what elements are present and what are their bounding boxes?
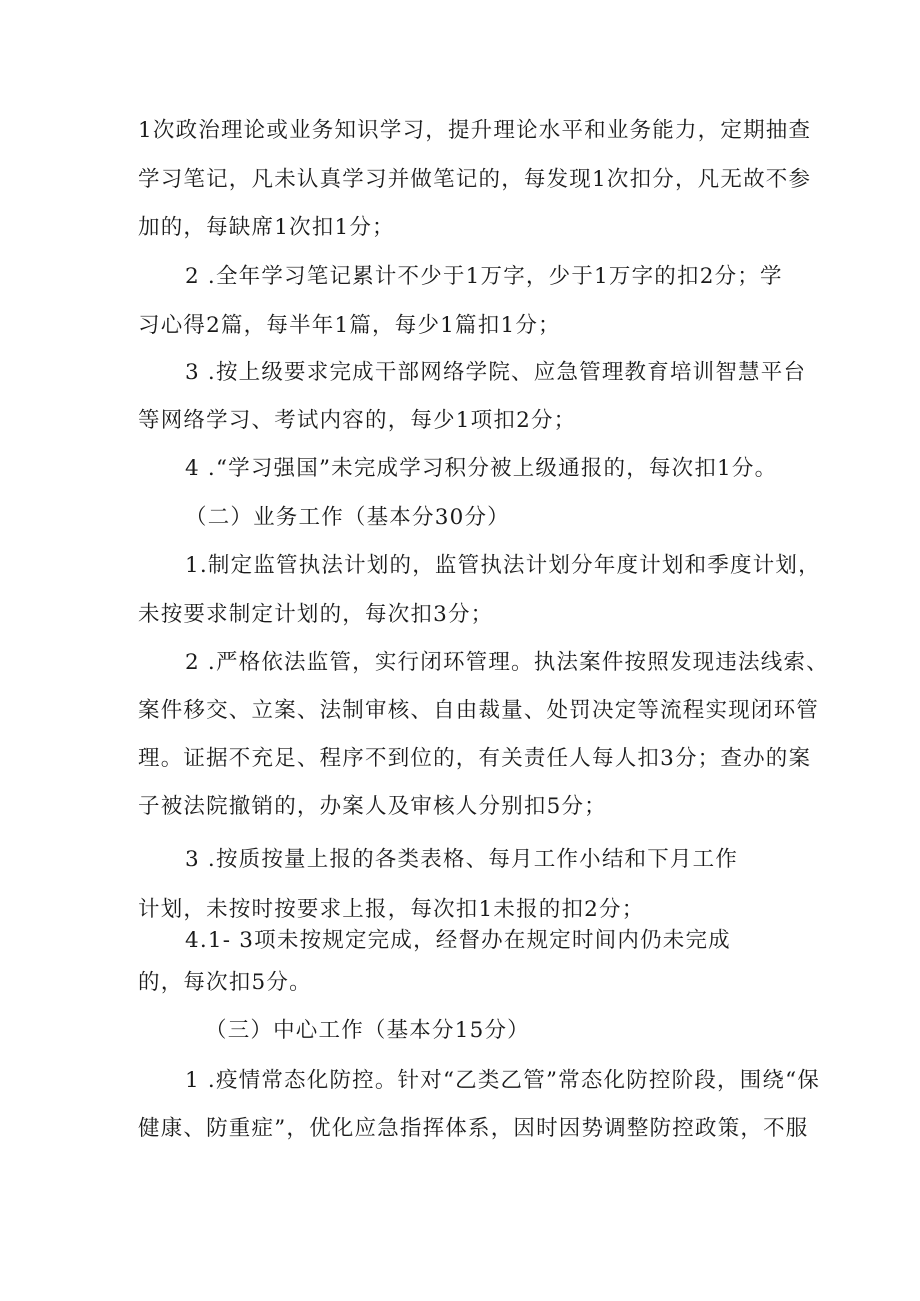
paragraph-line: 1.制定监管执法计划的，监管执法计划分年度计划和季度计划， <box>185 553 821 578</box>
section-heading: （三）中心工作（基本分15分） <box>205 1018 530 1043</box>
paragraph-line: 2 .全年学习笔记累计不少于1万字，少于1万字的扣2分；学 <box>185 264 783 289</box>
paragraph-line: 2 .严格依法监管，实行闭环管理。执法案件按照发现违法线索、 <box>185 650 829 675</box>
paragraph-line: 的，每次扣5分。 <box>138 970 312 995</box>
paragraph-line: 1次政治理论或业务知识学习，提升理论水平和业务能力，定期抽查 <box>138 118 812 143</box>
paragraph-line: 未按要求制定计划的，每次扣3分； <box>138 602 494 627</box>
paragraph-line: 加的，每缺席1次扣1分； <box>138 215 395 240</box>
paragraph-line: 4 .“学习强国”未完成学习积分被上级通报的，每次扣1分。 <box>185 456 778 481</box>
paragraph-line: 计划，未按时按要求上报，每次扣1未报的扣2分； <box>138 897 645 922</box>
paragraph-line: 等网络学习、考试内容的，每少1项扣2分； <box>138 408 577 433</box>
paragraph-line: 子被法院撤销的，办案人及审核人分别扣5分； <box>138 794 607 819</box>
section-heading: （二）业务工作（基本分30分） <box>185 505 510 530</box>
paragraph-line: 案件移交、立案、法制审核、自由裁量、处罚决定等流程实现闭环管 <box>138 698 820 723</box>
paragraph-line: 习心得2篇，每半年1篇，每少1篇扣1分； <box>138 313 561 338</box>
paragraph-line: 3 .按上级要求完成干部网络学院、应急管理教育培训智慧平台 <box>185 360 807 385</box>
paragraph-line: 1 .疫情常态化防控。针对“乙类乙管”常态化防控阶段，围绕“保 <box>185 1068 821 1093</box>
paragraph-line: 学习笔记，凡未认真学习并做笔记的，每发现1次扣分，凡无故不参 <box>138 167 812 192</box>
paragraph-line: 3 .按质按量上报的各类表格、每月工作小结和下月工作 <box>185 847 739 872</box>
paragraph-line: 4.1- 3项未按规定完成，经督办在规定时间内仍未完成 <box>185 928 731 953</box>
paragraph-line: 理。证据不充足、程序不到位的，有关责任人每人扣3分；查办的案 <box>138 746 812 771</box>
paragraph-line: 健康、防重症”，优化应急指挥体系，因时因势调整防控政策，不服 <box>138 1116 809 1141</box>
